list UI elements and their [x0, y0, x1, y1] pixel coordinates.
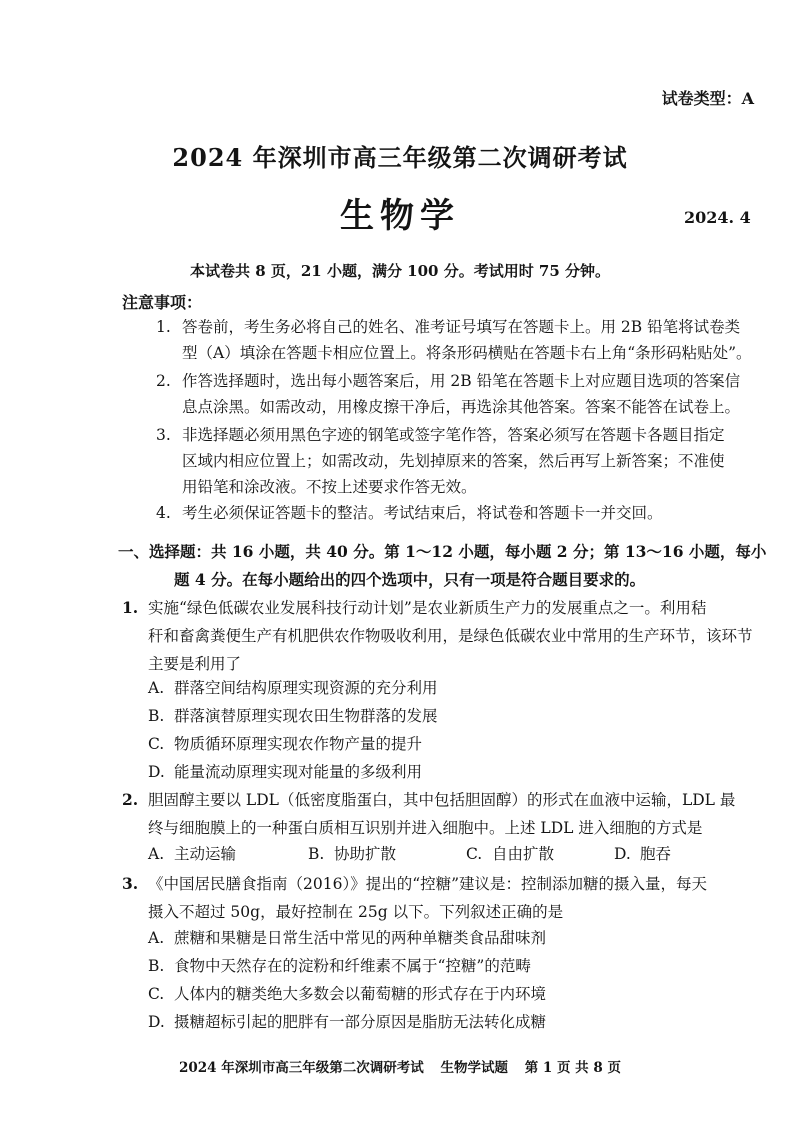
option-b — [148, 704, 438, 726]
section-text: 题 4 分。在每小题给出的四个选项中，只有一项是符合题目要求的。 — [174, 570, 646, 589]
option-key: D. — [148, 763, 165, 781]
option-c — [148, 732, 422, 754]
exam-summary: 本试卷共 8 页，21 小题，满分 100 分。考试用时 75 分钟。 — [189, 262, 611, 280]
paper-type-label: 试卷类型：A — [661, 89, 754, 108]
option-key: B. — [308, 845, 325, 863]
option-text: 自由扩散 — [492, 845, 555, 863]
note-text: 答卷前，考生务必将自己的姓名、准考证号填写在答题卡上。用 2B 铅笔将试卷类 — [182, 318, 741, 336]
option-text: 蔗糖和果糖是日常生活中常见的两种单糖类食品甜味剂 — [174, 929, 547, 947]
option-text: 胞吞 — [640, 845, 672, 863]
option-c — [148, 982, 546, 1004]
option-a — [148, 842, 236, 864]
question-text: 主要是利用了 — [148, 655, 242, 673]
note-item — [156, 314, 752, 366]
question-text: 实施“绿色低碳农业发展科技行动计划”是农业新质生产力的发展重点之一。利用秸 — [148, 599, 707, 617]
option-text: 协助扩散 — [334, 845, 397, 863]
question-text: 胆固醇主要以 LDL（低密度脂蛋白，其中包括胆固醇）的形式在血液中运输，LDL 最 — [148, 791, 736, 809]
question-text: 《中国居民膳食指南（2016）》提出的“控糖”建议是：控制添加糖的摄入量，每天 — [148, 875, 708, 893]
option-text: 物质循环原理实现农作物产量的提升 — [174, 735, 423, 753]
option-key: C. — [148, 985, 165, 1003]
question-stem — [122, 786, 772, 842]
note-item — [156, 368, 740, 420]
question-stem — [122, 594, 772, 678]
exam-date: 2024. 4 — [684, 208, 751, 227]
option-key: B. — [148, 707, 165, 725]
option-key: C. — [466, 845, 483, 863]
note-item — [156, 422, 725, 500]
note-text: 区域内相应位置上；如需改动，先划掉原来的答案，然后再写上新答案；不准使 — [182, 452, 725, 470]
footer-subject: 生物学试题 — [440, 1060, 508, 1076]
option-key: A. — [148, 845, 165, 863]
option-d — [148, 1010, 546, 1032]
note-item — [156, 500, 663, 526]
option-b — [308, 842, 396, 864]
option-c — [466, 842, 554, 864]
option-key: B. — [148, 957, 165, 975]
note-text: 息点涂黑。如需改动，用橡皮擦干净后，再选涂其他答案。答案不能答在试卷上。 — [182, 398, 741, 416]
option-key: A. — [148, 679, 165, 697]
option-key: A. — [148, 929, 165, 947]
option-a — [148, 676, 438, 698]
footer-page-number: 第 1 页 共 8 页 — [524, 1060, 621, 1076]
page-footer — [0, 1056, 800, 1076]
option-a — [148, 926, 546, 948]
option-b — [148, 954, 531, 976]
option-text: 能量流动原理实现对能量的多级利用 — [174, 763, 423, 781]
section-heading — [118, 538, 768, 594]
option-key: D. — [614, 845, 631, 863]
note-text: 考生必须保证答题卡的整洁。考试结束后，将试卷和答题卡一并交回。 — [182, 504, 663, 522]
section-text: 一、选择题：共 16 小题，共 40 分。第 1～12 小题，每小题 2 分；第 13～16 小题，每小 — [118, 542, 767, 561]
note-text: 作答选择题时，选出每小题答案后，用 2B 铅笔在答题卡上对应题目选项的答案信 — [182, 372, 741, 390]
note-text: 用铅笔和涂改液。不按上述要求作答无效。 — [182, 478, 477, 496]
notes-title: 注意事项： — [122, 293, 203, 312]
option-text: 群落空间结构原理实现资源的充分利用 — [174, 679, 438, 697]
option-key: C. — [148, 735, 165, 753]
option-text: 食物中天然存在的淀粉和纤维素不属于“控糖”的范畴 — [174, 957, 531, 975]
note-number: 3. — [156, 426, 171, 444]
question-text: 摄入不超过 50g，最好控制在 25g 以下。下列叙述正确的是 — [148, 903, 564, 921]
note-number: 4. — [156, 504, 171, 522]
note-number: 1. — [156, 318, 171, 336]
option-text: 群落演替原理实现农田生物群落的发展 — [174, 707, 438, 725]
question-text: 秆和畜禽粪便生产有机肥供农作物吸收利用，是绿色低碳农业中常用的生产环节，该环节 — [148, 627, 753, 645]
question-number: 3. — [122, 874, 139, 893]
note-text: 非选择题必须用黑色字迹的钢笔或签字笔作答，答案必须写在答题卡各题目指定 — [182, 426, 725, 444]
note-text: 型（A）填涂在答题卡相应位置上。将条形码横贴在答题卡右上角“条形码粘贴处”。 — [182, 344, 752, 362]
option-text: 人体内的糖类绝大多数会以葡萄糖的形式存在于内环境 — [174, 985, 547, 1003]
option-text: 摄糖超标引起的肥胖有一部分原因是脂肪无法转化成糖 — [174, 1013, 547, 1031]
option-d — [614, 842, 671, 864]
question-text: 终与细胞膜上的一种蛋白质相互识别并进入细胞中。上述 LDL 进入细胞的方式是 — [148, 819, 703, 837]
option-key: D. — [148, 1013, 165, 1031]
footer-exam: 2024 年深圳市高三年级第二次调研考试 — [179, 1060, 424, 1076]
question-stem — [122, 870, 772, 926]
option-d — [148, 760, 422, 782]
option-text: 主动运输 — [174, 845, 237, 863]
question-number: 1. — [122, 598, 139, 617]
question-number: 2. — [122, 790, 139, 809]
note-number: 2. — [156, 372, 171, 390]
exam-title: 2024 年深圳市高三年级第二次调研考试 — [172, 143, 628, 172]
subject-title: 生物学 — [340, 196, 460, 236]
